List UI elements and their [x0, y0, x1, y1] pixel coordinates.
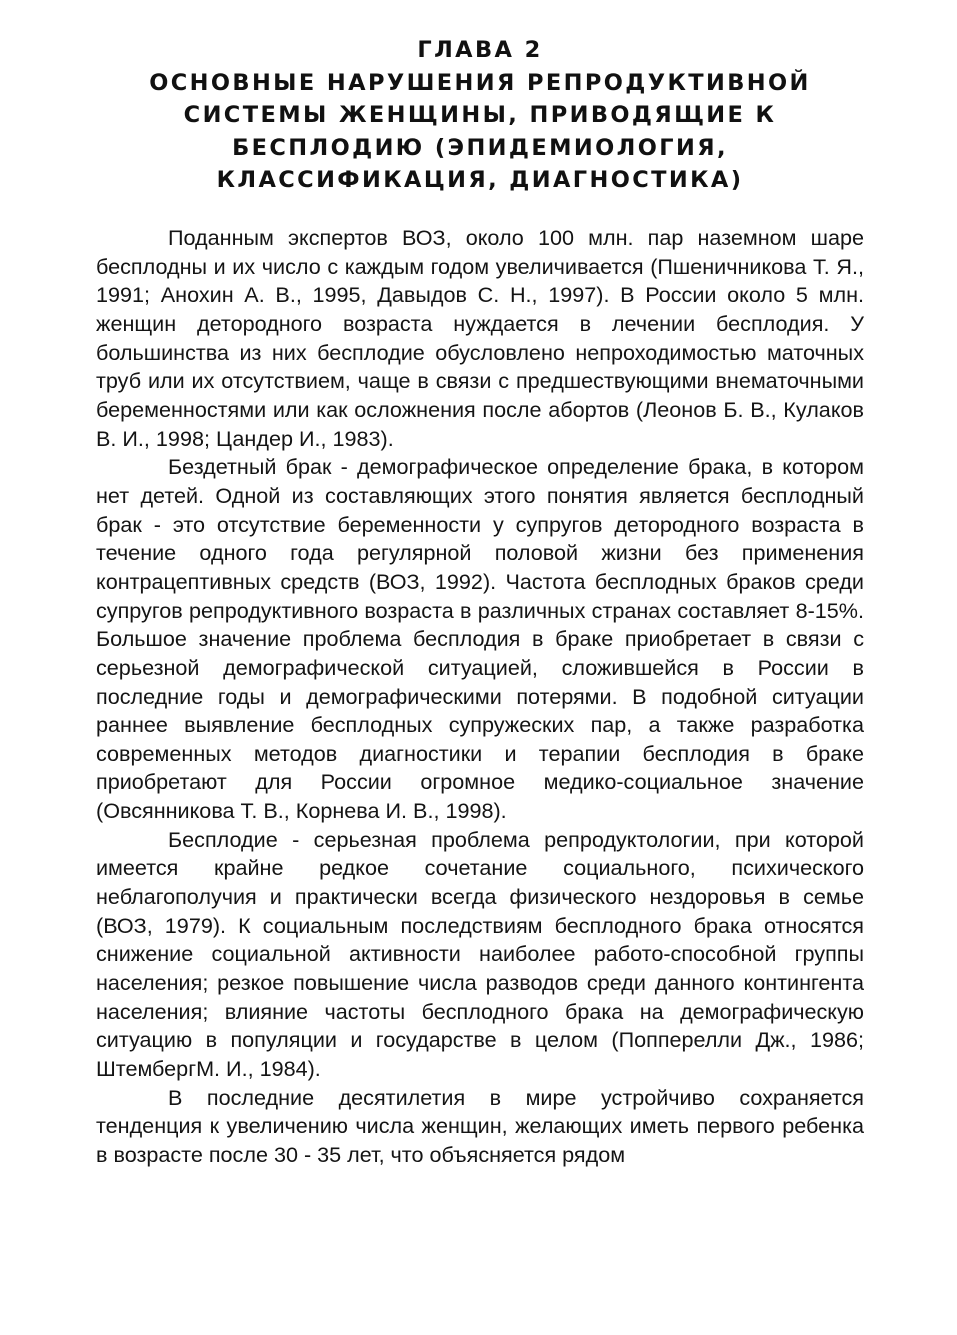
chapter-title-line: БЕСПЛОДИЮ (ЭПИДЕМИОЛОГИЯ,	[232, 134, 728, 161]
chapter-heading	[60, 34, 900, 197]
chapter-number: ГЛАВА 2	[417, 37, 543, 63]
chapter-title-line: ОСНОВНЫЕ НАРУШЕНИЯ РЕПРОДУКТИВНОЙ	[149, 69, 811, 96]
paragraph: Бездетный брак - демографическое определение брака, в котором нет детей. Одной из составляющих этого понятия является бесплодный брак - это отсутствие беременности у супругов детородного возраста в течение одного года регулярной половой жизни без применения контрацептивных средств (ВОЗ, 1992). Частота бесплодных браков среди супругов репродуктивного возраста в различных странах составляет 8-15%. Большое значение проблема бесплодия в браке приобретает в связи с серьезной демографической ситуацией, сложившейся в России в последние годы и демографическими потерями. В подобной ситуации раннее выявление бесплодных супружеских пар, а также разработка современных методов диагностики и терапии бесплодия в браке приобретают для России огромное медико-социальное значение (Овсянникова Т. В., Корнева И. В., 1998).	[96, 454, 864, 824]
body-text	[96, 224, 864, 1170]
chapter-title-line: КЛАССИФИКАЦИЯ, ДИАГНОСТИКА)	[216, 167, 744, 193]
paragraph: Бесплодие - серьезная проблема репродуктологии, при которой имеется крайне редкое сочетание социального, психического неблагополучия и практически всегда физического нездоровья в семье (ВОЗ, 1979). К социальным последствиям бесплодного брака относятся снижение социальной активности наиболее работо-способной группы населения; резкое повышение числа разводов среди данного контингента населения; влияние частоты бесплодного брака на демографическую ситуацию в популяции и государстве в целом (Попперелли Дж., 1986; ШтембергМ. И., 1984).	[96, 826, 864, 1082]
paragraph: В последние десятилетия в мире устройчиво сохраняется тенденция к увеличению числа женщин, желающих иметь первого ребенка в возрасте после 30 - 35 лет, что объясняется рядом	[96, 1084, 864, 1167]
chapter-title-line: СИСТЕМЫ ЖЕНЩИНЫ, ПРИВОДЯЩИЕ К	[183, 102, 777, 128]
paragraph: Поданным экспертов ВОЗ, около 100 млн. пар наземном шаре бесплодны и их число с каждым годом увеличивается (Пшеничникова Т. Я., 1991; Анохин А. В., 1995, Давыдов С. Н., 1997). В России около 5 млн. женщин детородного возраста нуждается в лечении бесплодия. У большинства из них бесплодие обусловлено непроходимостью маточных труб или их отсутствием, чаще в связи с предшествующими внематочными беременностями или как осложнения после абортов (Леонов Б. В., Кулаков В. И., 1998; Цандер И., 1983).	[96, 225, 864, 451]
